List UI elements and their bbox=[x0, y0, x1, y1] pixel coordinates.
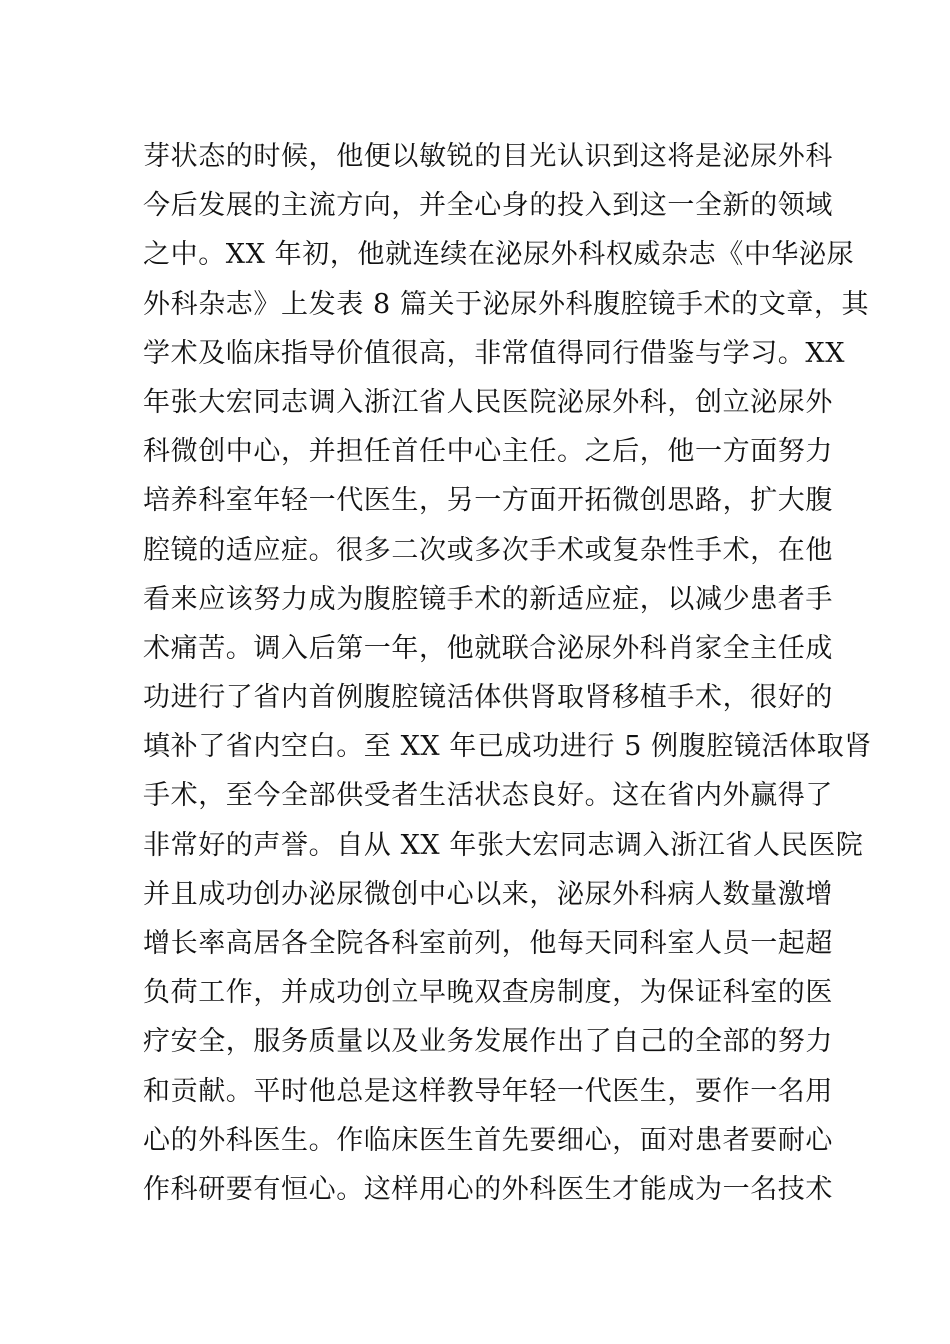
text-line: 疗安全，服务质量以及业务发展作出了自己的全部的努力 bbox=[143, 1026, 833, 1058]
text-line: 今后发展的主流方向，并全心身的投入到这一全新的领域 bbox=[143, 190, 833, 222]
text-line: 心的外科医生。作临床医生首先要细心，面对患者要耐心 bbox=[143, 1124, 833, 1156]
text-line: 术痛苦。调入后第一年，他就联合泌尿外科肖家全主任成 bbox=[143, 632, 833, 664]
text-line: 科微创中心，并担任首任中心主任。之后，他一方面努力 bbox=[143, 436, 833, 468]
body-text bbox=[143, 132, 872, 1214]
text-line: 填补了省内空白。至 XX 年已成功进行 5 例腹腔镜活体取肾 bbox=[143, 731, 872, 763]
text-line: 年张大宏同志调入浙江省人民医院泌尿外科，创立泌尿外 bbox=[143, 386, 833, 418]
text-line: 培养科室年轻一代医生，另一方面开拓微创思路，扩大腹 bbox=[143, 485, 833, 517]
text-line: 腔镜的适应症。很多二次或多次手术或复杂性手术，在他 bbox=[143, 534, 833, 566]
text-line: 手术，至今全部供受者生活状态良好。这在省内外赢得了 bbox=[143, 780, 833, 812]
text-line: 增长率高居各全院各科室前列，他每天同科室人员一起超 bbox=[143, 928, 833, 959]
text-line: 功进行了省内首例腹腔镜活体供肾取肾移植手术，很好的 bbox=[143, 682, 833, 714]
text-line: 学术及临床指导价值很高，非常值得同行借鉴与学习。XX bbox=[143, 337, 846, 369]
text-line: 非常好的声誉。自从 XX 年张大宏同志调入浙江省人民医院 bbox=[143, 829, 864, 861]
text-line: 作科研要有恒心。这样用心的外科医生才能成为一名技术 bbox=[143, 1173, 833, 1205]
text-line: 并且成功创办泌尿微创中心以来，泌尿外科病人数量激增 bbox=[143, 878, 833, 910]
text-line: 芽状态的时候，他便以敏锐的目光认识到这将是泌尿外科 bbox=[143, 141, 833, 172]
text-line: 外科杂志》上发表 8 篇关于泌尿外科腹腔镜手术的文章，其 bbox=[143, 288, 870, 320]
text-line: 看来应该努力成为腹腔镜手术的新适应症，以减少患者手 bbox=[143, 583, 833, 615]
text-line: 之中。XX 年初，他就连续在泌尿外科权威杂志《中华泌尿 bbox=[143, 239, 855, 271]
text-line: 和贡献。平时他总是这样教导年轻一代医生，要作一名用 bbox=[143, 1075, 833, 1107]
text-line: 负荷工作，并成功创立早晚双查房制度，为保证科室的医 bbox=[143, 977, 833, 1009]
